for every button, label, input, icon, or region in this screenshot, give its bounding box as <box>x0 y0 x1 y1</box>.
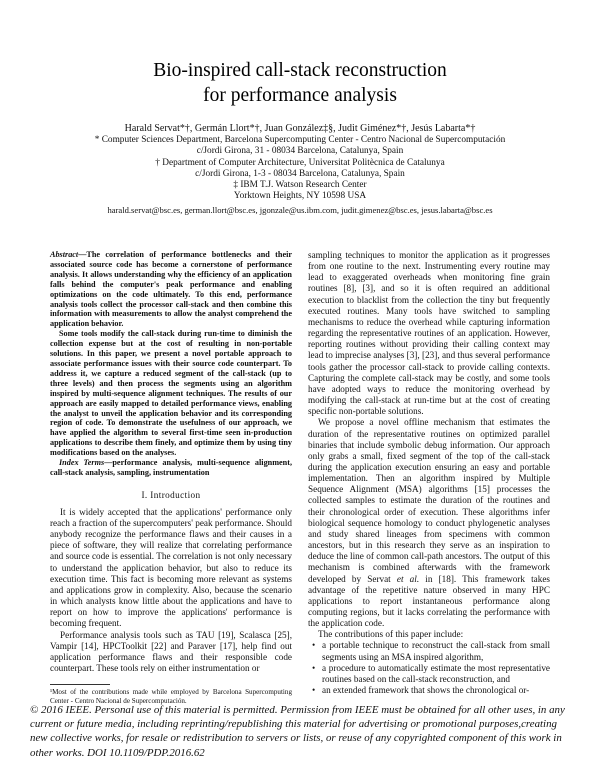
contributions-list <box>308 640 550 696</box>
title-line-2: for performance analysis <box>203 85 397 106</box>
et-al-italic: et al. <box>396 573 420 584</box>
list-item <box>312 662 550 685</box>
affiliation-line: c/Jordi Girona, 1-3 - 08034 Barcelona, Catalunya, Spain <box>195 168 405 179</box>
list-item-text: a portable technique to reconstruct the call-stack from small segments using an MSA inspired algorithm, <box>322 640 550 662</box>
index-terms-text: —performance analysis, multi-sequence alignment, call-stack analysis, sampling, instrumentation <box>50 458 292 477</box>
abstract-text: —The correlation of performance bottlenecks and their associated source code has become a cornerstone of performance analysis. It allows understanding why the efficiency of an application falls behind the computer's peak performance and enabling optimizations on the code ultimately. To this end, performance analysis tools collect the processor call-stack and then combine this information with measurements to allow the analyst comprehend the application behavior. <box>50 250 292 329</box>
right-paragraph-2 <box>308 417 550 629</box>
affiliation-line: c/Jordi Girona, 31 - 08034 Barcelona, Catalunya, Spain <box>196 146 404 157</box>
right-column <box>308 250 550 696</box>
footnote: ¹Most of the contributions made while employed by Barcelona Supercomputing Center - Centro Nacional de Supercomputación. <box>50 688 292 705</box>
author-block <box>30 123 570 217</box>
left-column <box>50 250 292 705</box>
copyright-notice: © 2016 IEEE. Personal use of this material is permitted. Permission from IEEE must be obtained for all other uses, in any current or future media, including reprinting/republishing this material for advertising or promotional purposes,creating new collective works, for resale or redistribution to servers or lists, or reuse of any copyrighted component of this work in other works. DOI 10.1109/PDP.2016.62 <box>30 704 565 759</box>
paper-title <box>60 58 540 108</box>
intro-paragraph-2: Performance analysis tools such as TAU [19], Scalasca [25], Vampir [14], HPCToolkit [22] and Paraver [17], help find out application performance flaws and their responsible code counterpart. These tools rely on either instrumentation or <box>50 629 292 674</box>
section-heading-introduction: I. Introduction <box>141 489 201 500</box>
introduction-body <box>50 507 292 674</box>
affiliation-line: † Department of Computer Architecture, Universitat Politècnica de Catalunya <box>155 157 445 168</box>
right-paragraph-2-text: We propose a novel offline mechanism that estimates the duration of the representative routines on optimized parallel binaries that include symbolic debug information. Our approach only grabs a small, fixed segment of the top of the call-stack during the application execution ensuring an easy and portable implementation. Then an algorithm inspired by Multiple Sequence Alignment (MSA) algorithms [15] processes the collected samples to estimate the duration of the routines and their chronological order of execution. These algorithms infer biological sequence homology to conduct phylogenetic analyses and study shared lineages from specimens with common ancestors, but in this research they serve as an inspiration to deduce the line of common call-path ancestors. The output of this mechanism is combined afterwards with the framework developed by Servat <box>308 417 550 584</box>
abstract-label: Abstract <box>50 250 79 259</box>
right-paragraph-1: sampling techniques to monitor the application as it progresses from one routine to the next. Instrumenting every routine may lead to exaggerated overheads when monitoring fine grain routines [8], [3], and so it is often required an additional execution to blacklist from the collection the tiny but frequently executed routines. Many tools have switched to sampling mechanisms to reduce the overhead while capturing information regarding the representative routines of an application. However, reporting routines without providing their calling context may lead to imprecise analyses [3], [23], and thus several performance tools gather the processor call-stack to provide calling contexts. Capturing the complete call-stack may be costly, and some tools have adopted ways to reduce the monitoring overhead by modifying the call-stack at run-time but at the cost of creating specific non-portable solutions. <box>308 250 550 417</box>
affiliation-line: ‡ IBM T.J. Watson Research Center <box>233 180 367 191</box>
list-item-text: an extended framework that shows the chronological or- <box>322 685 530 696</box>
contributions-intro: The contributions of this paper include: <box>318 629 464 640</box>
author-names: Harald Servat*†, Germán Llort*†, Juan González‡§, Judit Giménez*†, Jesús Labarta*† <box>124 123 476 134</box>
bullet-icon: • <box>312 685 316 696</box>
list-item <box>312 640 550 662</box>
index-terms-label: Index Terms <box>59 458 105 468</box>
right-paragraph-2-text-end: in [18]. This framework takes advantage of the repetitive nature observed in many HPC applications to report instantaneous performance along computing regions, but it lacks correlating the performance with the application code. <box>308 573 550 629</box>
footnote-rule <box>50 684 110 685</box>
author-emails: harald.servat@bsc.es, german.llort@bsc.es, jgonzale@us.ibm.com, judit.gimenez@bsc.es, jesus.labarta@bsc.es <box>107 205 493 216</box>
affiliation-line: * Computer Sciences Department, Barcelona Supercomputing Center - Centro Nacional de Supercomputación <box>94 135 506 146</box>
intro-paragraph-1: It is widely accepted that the applications' performance only reach a fraction of the supercomputers' peak performance. Should anybody recognize the performance flaws and their causes in a piece of software, they will realize that correlating performance and source code is essential. The correlation is not only necessary to understand the application behavior, but also to reduce its execution time. This fact is becoming more relevant as systems and applications grow in complexity. Also, because the scenario in which analysts know little about the applications and have to report on how to improve the applications' performance is becoming frequent. <box>50 506 292 629</box>
index-terms <box>50 458 292 478</box>
title-line-1: Bio-inspired call-stack reconstruction <box>153 60 447 81</box>
bullet-icon: • <box>312 640 316 651</box>
list-item <box>312 685 550 696</box>
affiliation-line: Yorktown Heights, NY 10598 USA <box>233 191 367 202</box>
list-item-text: a procedure to automatically estimate the most representative routines based on the call-stack reconstruction, and <box>322 662 550 684</box>
bullet-icon: • <box>312 662 316 673</box>
right-column-body <box>308 250 550 640</box>
abstract <box>50 250 292 458</box>
abstract-paragraph-2: Some tools modify the call-stack during run-time to diminish the collection expense but at the cost of resulting in non-portable solutions. In this paper, we present a novel portable approach to associate performance issues with their source code counterpart. To address it, we capture a reduced segment of the call-stack (up to three levels) and then process the segments using an algorithm inspired by multi-sequence alignment techniques. The results of our approach are easily mapped to detailed performance views, enabling the analyst to unveil the application behavior and its corresponding region of code. To demonstrate the usefulness of our approach, we have applied the algorithm to several first-time seen in-production applications to describe them finely, and optimize them by using tiny modifications based on the analyses. <box>50 329 292 458</box>
